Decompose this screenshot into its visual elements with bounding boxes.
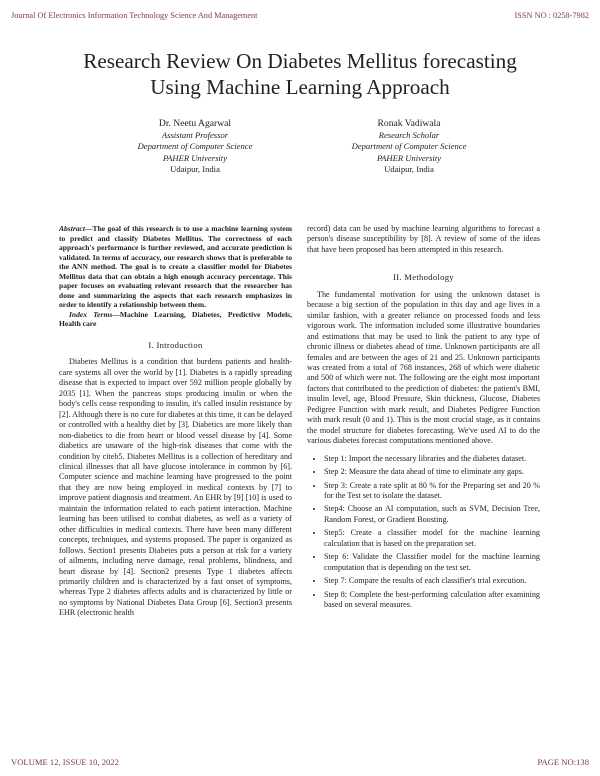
title-line-2: Using Machine Learning Approach xyxy=(150,75,450,99)
issn: ISSN NO : 0258-7982 xyxy=(514,11,589,20)
abstract xyxy=(59,224,292,310)
list-item: • Step 6: Validate the Classifier model for the machine learning computation that is depending on the test set. xyxy=(324,552,540,573)
author-block-1 xyxy=(85,118,305,176)
introduction-paragraph: Diabetes Mellitus is a condition that burdens patients and health-care systems all over the world by [1]. Diabetes is a rapidly spreading disease that is expected to impact over 592 million people globally by 2035 [1]. When the pancreas stops producing insulin or when the body's cells cease responding to insulin, it's called insulin resistance by [2]. Although there is no cure for diabetes at this time, it can be delayed or controlled with a healthy diet by [3]. Diabetics are more likely than non-diabetics to die from heart or blood vessel disease by [4]. Some diabetics are unaware of the high-risk diseases that come with the condition by citeb5. Diabetes Mellitus is a collection of hereditary and clinical illnesses that all have glucose intolerance in common by [6]. Computer science and machine learning have progressed to the point that they are now being employed in medical contexts by [7] to improve patient diagnosis and treatment. An EHR by [9] [10] is used to maintain the information related to each patient interaction. Machine learning has been utilised to combat diabetes, as well as a variety of other difficulties in medical contexts. There have been many different concepts, techniques, and systems proposed. The paper is organized as follows. Section1 presents Diabetes puts a person at risk for a variety of ailments, including nerve damage, renal problems, blindness, and heart disease by [4]. Section2 presents Type 1 diabetes affects primarily children and is characterized by a fast onset of symptoms, whereas Type 2 diabetes affects adults and is characterized by little or no symptoms by National Diabetes Data Group [6]. Section3 presents EHR (electronic health xyxy=(59,357,292,618)
steps-list xyxy=(307,454,540,611)
author-role: Research Scholar xyxy=(378,129,440,140)
author-university: PAHER University xyxy=(376,152,442,163)
index-terms-text: —Machine Learning, Diabetes, Predictive Models, Health care xyxy=(59,309,292,329)
volume-issue: VOLUME 12, ISSUE 10, 2022 xyxy=(11,757,119,767)
right-column xyxy=(307,224,540,614)
left-column xyxy=(59,224,292,619)
author-department: Department of Computer Science xyxy=(351,141,467,152)
index-terms xyxy=(59,310,292,329)
abstract-lead: Abstract xyxy=(59,224,85,233)
index-terms-lead: Index Terms xyxy=(69,309,113,319)
author-city: Udaipur, India xyxy=(170,164,220,175)
author-city: Udaipur, India xyxy=(384,164,434,175)
list-item: • Step 2: Measure the data ahead of time to eliminate any gaps. xyxy=(324,467,540,477)
introduction-continuation: record) data can be used by machine learning algorithms to forecast a person's disease susceptibility by [8]. A review of some of the ideas that have been proposed has been attempted in this research. xyxy=(307,224,540,254)
section-heading-introduction: I. Introduction xyxy=(148,340,203,351)
author-university: PAHER University xyxy=(162,152,228,163)
list-item: • Step 3: Create a rate split at 80 % for the Preparing set and 20 % for the Test set to isolate the dataset. xyxy=(324,481,540,502)
author-department: Department of Computer Science xyxy=(137,141,253,152)
author-role: Assistant Professor xyxy=(161,129,229,140)
methodology-paragraph: The fundamental motivation for using the unknown dataset is because a big section of the population in this day and age lives in a similar fashion, with a greater reliance on processed foods and less vigorous work. The information included some illustrative boundaries and estimations that may be used to link the patient to any type of chronic illness or diabetes ahead of time. Unknown participants are all females and are between the ages of 21 and 25. Unknown participants was created from a total of 768 instances, 268 of which were diabetic and 500 of which were not. The following are the eight most important factors that contributed to the prediction of diabetes: the patient's BMI, insulin level, age, Blood Pressure, Skin thickness, Glucose, Diabetes Pedigree Function with mark result, and Diabetes Pedigree Function with mark result (0 and 1). This is the most crucial stage, as it contains the model structure for diabetes forecasting. We've used AI to do the various diabetes forecast computations mentioned above. xyxy=(307,289,540,446)
author-name: Ronak Vadiwala xyxy=(377,118,441,129)
page-number: PAGE NO:138 xyxy=(537,757,589,767)
title-line-1: Research Review On Diabetes Mellitus forecasting xyxy=(83,49,517,73)
section-heading-methodology: II. Methodology xyxy=(393,272,454,283)
abstract-text: —The goal of this research is to use a machine learning system to predict and classify Diabetes Mellitus. The correctness of each approach's performance is further reviewed, and accurate prediction is validated. In terms of accuracy, our research shows that is preferable to the ANN method. The goal is to create a classifier model for Diabetes Mellitus data that can obtain a high enough accuracy percentage. This paper focuses on evaluating relevant research that the researcher has done and summarizing the aspects that each research emphasizes in order to identify a relationship between them. xyxy=(59,224,292,310)
paper-title xyxy=(20,48,580,100)
journal-name: Journal Of Electronics Information Technology Science And Management xyxy=(11,11,258,20)
author-block-2 xyxy=(299,118,519,176)
list-item: • Step5: Create a classifier model for the machine learning calculation that is based on the preparation set. xyxy=(324,528,540,549)
list-item: • Step 8: Complete the best-performing calculation after examining based on several measures. xyxy=(324,590,540,611)
list-item: • Step 1: Import the necessary libraries and the diabetes dataset. xyxy=(324,454,540,464)
list-item: • Step 7: Compare the results of each classifier's trial execution. xyxy=(324,576,540,586)
list-item: • Step4: Choose an AI computation, such as SVM, Decision Tree, Random Forest, or Gradient Boosting. xyxy=(324,504,540,525)
author-name: Dr. Neetu Agarwal xyxy=(158,118,232,129)
